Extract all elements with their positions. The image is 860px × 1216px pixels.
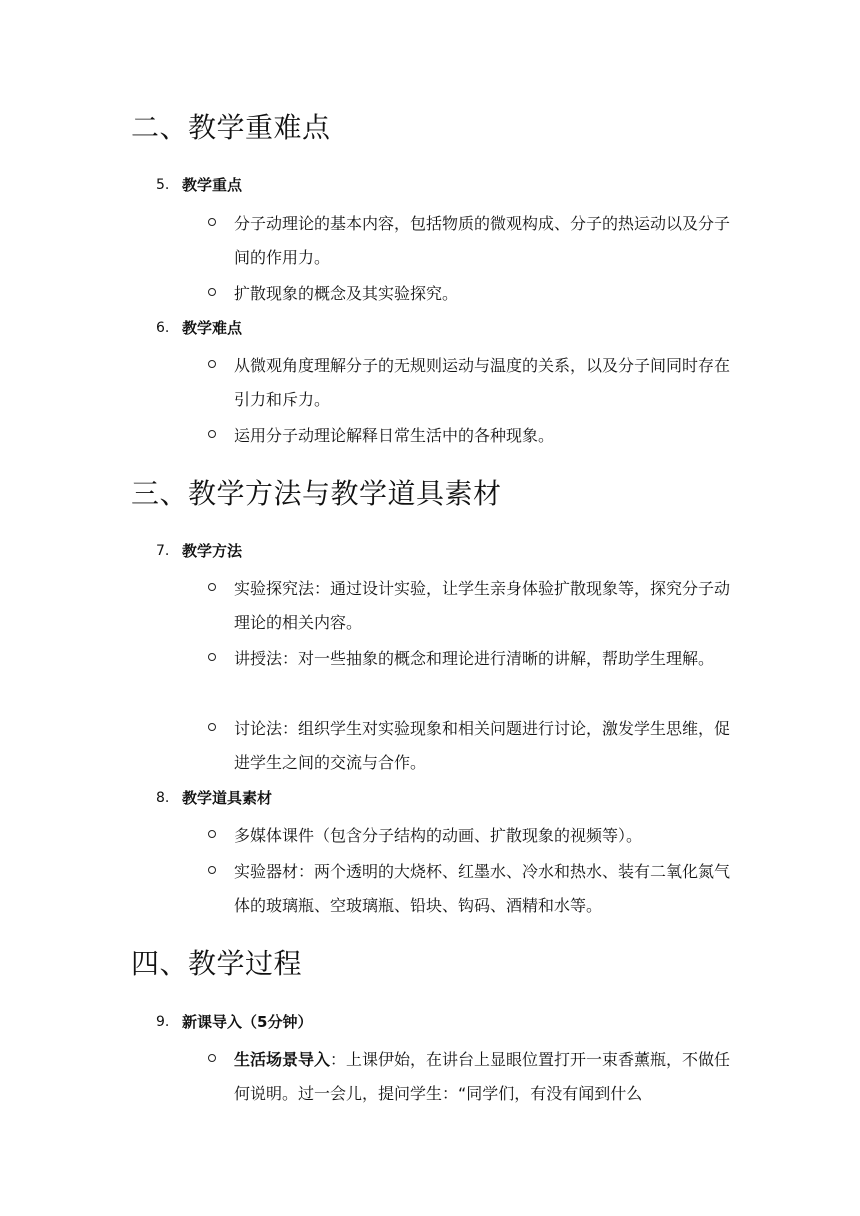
section-heading: 二、教学重难点	[131, 111, 331, 144]
hollow-circle-bullet-icon	[208, 723, 216, 731]
hollow-circle-bullet-icon	[208, 653, 216, 661]
bullet-text: 讨论法：组织学生对实验现象和相关问题进行讨论，激发学生思维，促进学生之间的交流与合作。	[234, 719, 731, 772]
bullet-text: 实验探究法：通过设计实验，让学生亲身体验扩散现象等，探究分子动理论的相关内容。	[234, 579, 731, 632]
bullet-text	[234, 1043, 734, 1111]
list-number: 8.	[156, 790, 170, 806]
section-teaching-process	[131, 946, 771, 982]
hollow-circle-bullet-icon	[208, 288, 216, 296]
list-item-title: 教学方法	[182, 542, 243, 560]
list-item-title: 教学重点	[182, 176, 243, 194]
bullet-text: 讲授法：对一些抽象的概念和理论进行清晰的讲解，帮助学生理解。	[234, 649, 715, 668]
bullet-text: 多媒体课件（包含分子结构的动画、扩散现象的视频等）。	[234, 826, 643, 845]
bullet-body: ：上课伊始，在讲台上显眼位置打开一束香薰瓶，不做任何说明。过一会儿，提问学生：“同学们，有没有闻到什么	[234, 1050, 731, 1103]
list-item-title: 教学道具素材	[182, 789, 273, 807]
list-number: 5.	[156, 177, 170, 193]
hollow-circle-bullet-icon	[208, 1054, 216, 1062]
list-number: 7.	[156, 543, 170, 559]
list-item-title: 新课导入（5分钟）	[182, 1013, 313, 1031]
hollow-circle-bullet-icon	[208, 830, 216, 838]
bullet-text: 分子动理论的基本内容，包括物质的微观构成、分子的热运动以及分子间的作用力。	[234, 214, 731, 267]
section-heading: 四、教学过程	[131, 947, 303, 980]
hollow-circle-bullet-icon	[208, 430, 216, 438]
hollow-circle-bullet-icon	[208, 360, 216, 368]
bullet-lead: 生活场景导入	[234, 1050, 331, 1069]
hollow-circle-bullet-icon	[208, 866, 216, 874]
section-methods-materials	[131, 476, 771, 512]
bullet-text: 运用分子动理论解释日常生活中的各种现象。	[234, 426, 555, 445]
list-item-title: 教学难点	[182, 319, 243, 337]
bullet-text: 扩散现象的概念及其实验探究。	[234, 284, 459, 303]
section-key-difficult-points	[131, 110, 771, 146]
hollow-circle-bullet-icon	[208, 583, 216, 591]
list-number: 9.	[156, 1014, 170, 1030]
bullet-text: 实验器材：两个透明的大烧杯、红墨水、冷水和热水、装有二氧化氮气体的玻璃瓶、空玻璃瓶、铅块、钩码、酒精和水等。	[234, 862, 731, 915]
list-number: 6.	[156, 320, 170, 336]
hollow-circle-bullet-icon	[208, 218, 216, 226]
section-heading: 三、教学方法与教学道具素材	[131, 477, 502, 510]
bullet-text: 从微观角度理解分子的无规则运动与温度的关系，以及分子间同时存在引力和斥力。	[234, 356, 731, 409]
